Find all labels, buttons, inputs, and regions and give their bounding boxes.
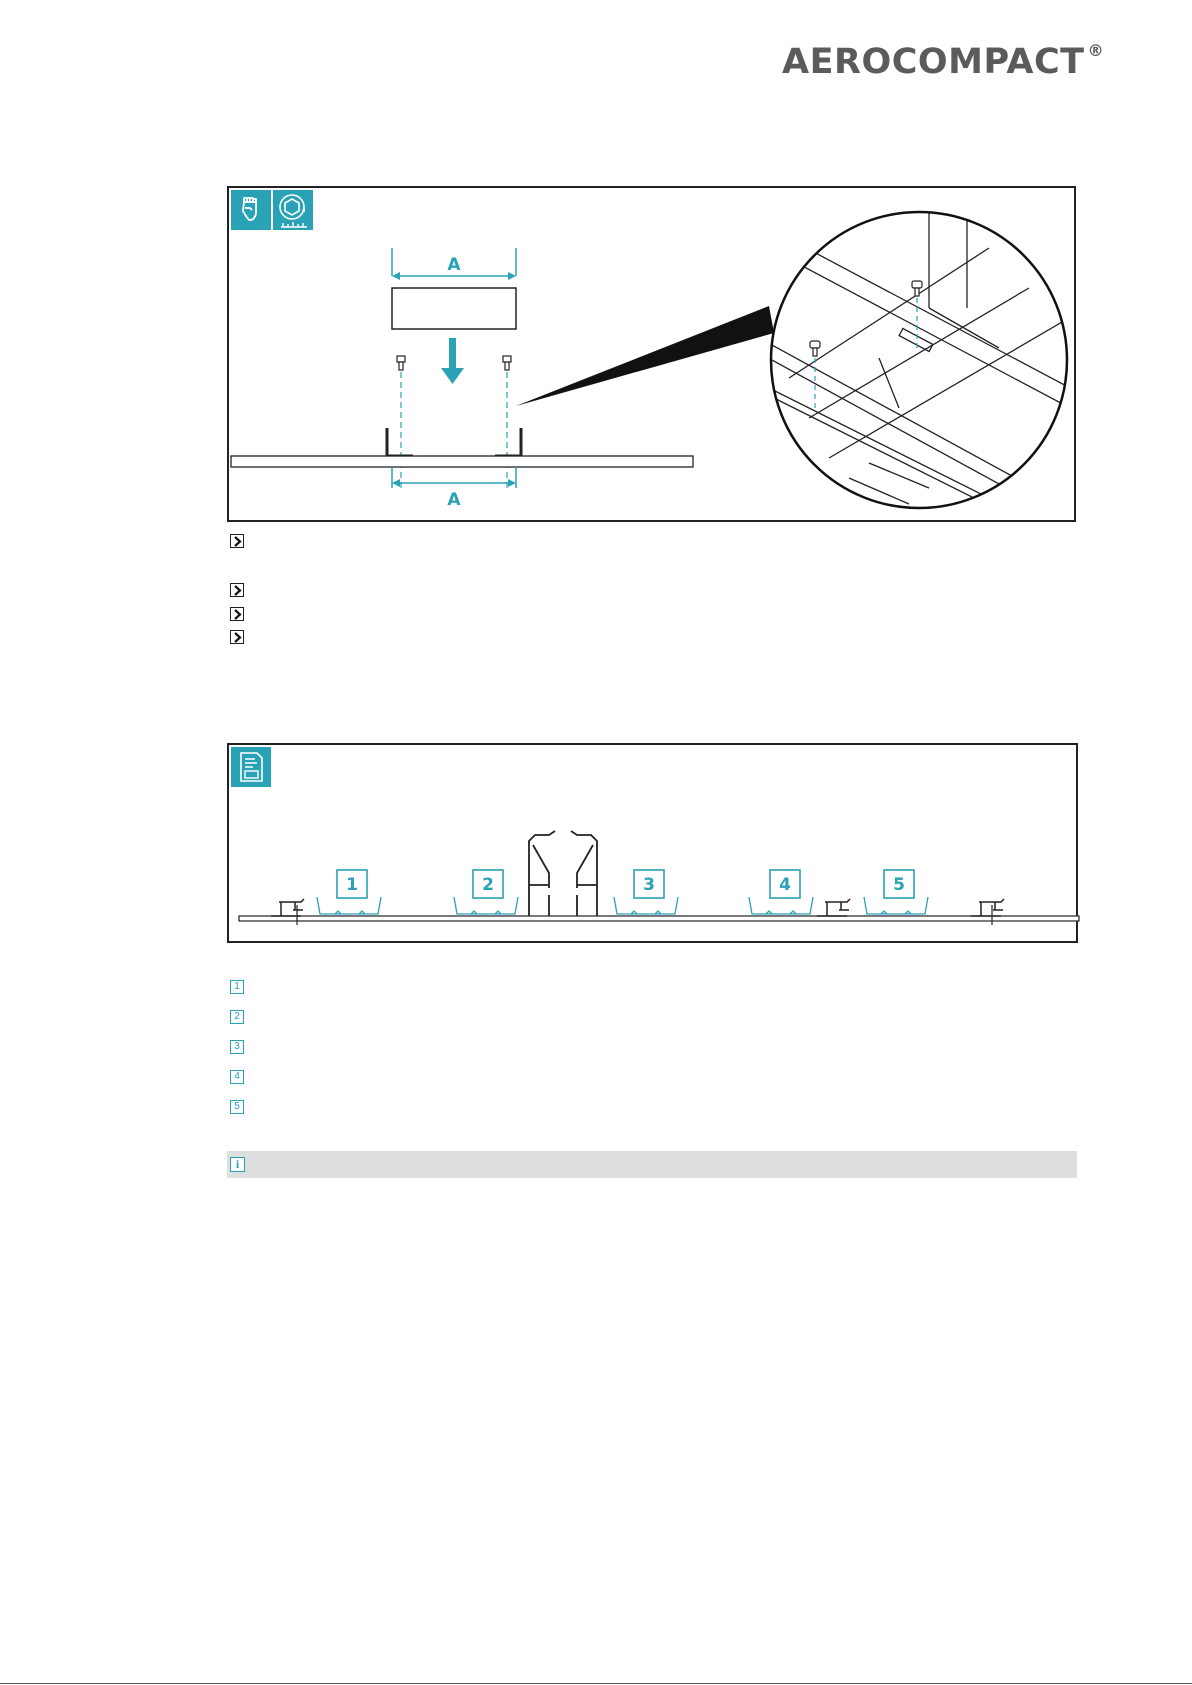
legend-number-2: 2 [230,1010,244,1024]
info-icon-glyph: i [235,1157,240,1171]
footer-rule [0,1683,1192,1684]
info-icon [230,1157,245,1172]
legend-number-1: 1 [230,980,244,994]
legend-number-5: 5 [230,1100,244,1114]
callout-5: 5 [893,875,905,895]
legend-number-3: 3 [230,1040,244,1054]
legend-number-4: 4 [230,1070,244,1084]
step-chevron-icon [230,534,244,548]
step-chevron-icon [230,630,244,644]
brand-name: AEROCOMPACT [782,42,1085,82]
mounting-distance-figure [227,186,1076,522]
dimension-label-bottom: A [447,490,461,510]
info-note-bar [227,1151,1077,1178]
callout-1: 1 [346,875,358,895]
callout-4: 4 [779,875,791,895]
brand-logo [782,42,1104,82]
step-chevron-icon [230,607,244,621]
module-layout-figure [227,743,1078,943]
callout-3: 3 [643,875,655,895]
registered-mark: ® [1087,41,1105,61]
dimension-label-top: A [447,255,461,275]
callout-2: 2 [482,875,494,895]
step-chevron-icon [230,583,244,597]
